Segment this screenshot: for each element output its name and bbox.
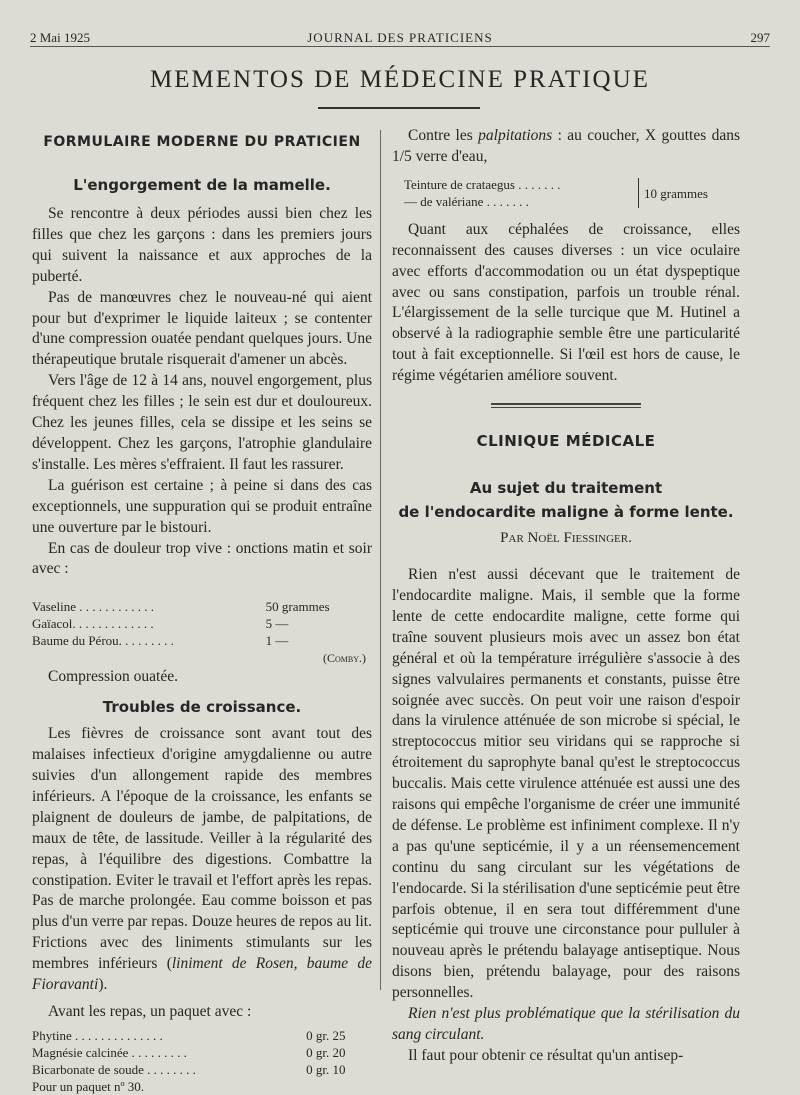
prescription-row: Baume du Pérou. . . . . . . . . 1 — [32, 633, 289, 649]
column-divider [380, 130, 381, 990]
paragraph: Il faut pour obtenir ce résultat qu'un antisep- [408, 1046, 684, 1064]
paragraph: Pas de manœuvres chez le nouveau-né qui aient pour but d'exprimer le liquide laiteux ; se contenter d'une compression ouatée pendant quelques jours. Une thérapeutique brutale risquerait d'amener un abcès. [32, 288, 372, 369]
title-rule [318, 107, 480, 109]
subheading-engorgement: L'engorgement de la mamelle. [73, 176, 331, 194]
prescription-row: Phytine . . . . . . . . . . . . . . 0 gr. 25 [32, 1027, 346, 1043]
prescription-table [392, 174, 740, 214]
section-separator [491, 403, 641, 408]
prescription-row: Bicarbonate de soude . . . . . . . . 0 gr. 10 [32, 1061, 346, 1077]
paragraph: Les fièvres de croissance sont avant tout des malaises infectieux d'origine amygdalienne ou autre suivies d'un allongement rapide des membres inférieurs. A l'époque de la croissance, les enfants se plaignent de douleurs de jambe, de palpitations, de maux de tête, de lassitude. Veiller à la régularité des repas, à l'équilibre des digestions. Combattre la constipation. Eviter le travail et l'effort après les repas. Pas de marche prolongée. Eau comme boisson et pas plus d'un verre par repas. Douze heures de repos au lit. Frictions avec des liniments stimulants sur les membres inférieurs (liniment de Rosen, baume de Fioravanti). [32, 725, 373, 994]
prescription-row: Gaïacol. . . . . . . . . . . . . 5 — [32, 616, 289, 632]
prescription-table [32, 598, 372, 649]
paragraph: Contre les palpitations : au coucher, X gouttes dans 1/5 verre d'eau, [392, 127, 741, 165]
subheading-croissance: Troubles de croissance. [102, 698, 302, 717]
prescription-author: (Comby.) [323, 651, 366, 666]
prescription-table [32, 1027, 372, 1078]
section-heading-formulaire: FORMULAIRE MODERNE DU PRATICIEN [43, 134, 361, 150]
header-rule [30, 46, 770, 47]
prescription-row: — de valériane . . . . . . . [404, 193, 529, 209]
paragraph: Quant aux céphalées de croissance, elles reconnaissent des causes diverses : un vice oculaire avec efforts d'accommodation ou un état dyspeptique avec ou sans constipation, parfois un trouble rénal. L'élargissement de la selle turcique que M. Hutinel a observé à la radiographie semble être une particularité tout à fait exceptionnelle. Si l'œil est hors de cause, le régime végétarien améliore souvent. [392, 220, 740, 385]
section-heading-clinique: CLINIQUE MÉDICALE [476, 432, 656, 451]
article-title: Au sujet du traitement de l'endocardite maligne à forme lente. [398, 479, 734, 522]
header-date: 2 Mai 1925 [30, 30, 90, 45]
paragraph: Rien n'est aussi décevant que le traitement de l'endocardite maligne. Mais, il semble que la forme lente de cette endocardite maligne, cette forme qui traîne souvent plusieurs mois avec un assez bon état général et où la température irrégulière s'associe à des signes valvulaires permanents et constants, puisse être soignée avec succès. On peut voir une raison d'espoir dans la virulence atténuée de son microbe si spécial, le streptococcus mitior seu viridans qui se rapproche si étroitement du saprophyte banal qu'est le streptococcus buccalis. Mais cette virulence atténuée est aussi une des raisons qui empêche l'organisme de créer une immunité de défense. Le problème est infiniment complexe. Il n'y a pas qu'une septicémie, il y a un réensemencement continu du sang circulant sur les végétations de l'endocarde. Si la stérilisation d'une septicémie peut être parfois obtenue, il en sera tout différemment d'une septicémie qui trouve une circonstance pour pulluler à nouveau après le prétendu balayage antiseptique. Nous disons bien, prétendu balayage, pour des raisons personnelles. [392, 566, 740, 1002]
prescription-note: Pour un paquet nº 30. [32, 1078, 144, 1094]
header-page-number: 297 [750, 30, 770, 45]
paragraph: La guérison est certaine ; à peine si dans des cas exceptionnels, une suppuration qui se produit entraîne une ouverture par le bistouri. [32, 476, 372, 536]
byline: Par Noël Fiessinger. [500, 530, 632, 547]
right-column [392, 126, 740, 1067]
page-title: MEMENTOS DE MÉDECINE PRATIQUE [150, 66, 650, 93]
paragraph: Avant les repas, un paquet avec : [48, 1003, 252, 1020]
left-column [32, 126, 372, 1095]
prescription-row: Teinture de crataegus . . . . . . . [404, 176, 561, 192]
prescription-quantity: 10 grammes [644, 185, 708, 201]
paragraph: Se rencontre à deux périodes aussi bien chez les filles que chez les garçons : dans les premiers jours qui suivent la naissance et aux approches de la puberté. [32, 205, 372, 285]
brace [638, 178, 639, 208]
paragraph: Compression ouatée. [48, 668, 179, 686]
paragraph: En cas de douleur trop vive : onctions matin et soir avec : [32, 539, 372, 578]
header-journal: JOURNAL DES PRATICIENS [307, 30, 493, 45]
prescription-row: Magnésie calcinée . . . . . . . . . 0 gr. 20 [32, 1044, 346, 1060]
prescription-row: Vaseline . . . . . . . . . . . . 50 grammes [32, 599, 330, 615]
paragraph: Rien n'est plus problématique que la stérilisation du sang circulant. [392, 1005, 740, 1043]
paragraph: Vers l'âge de 12 à 14 ans, nouvel engorgement, plus fréquent chez les filles ; le sein est dur et douloureux. Chez les jeunes filles, cela se dissipe et les seins se développent. Chez les garçons, l'atrophie glandulaire s'installe. Les mères s'effraient. Il faut les rassurer. [32, 372, 372, 473]
